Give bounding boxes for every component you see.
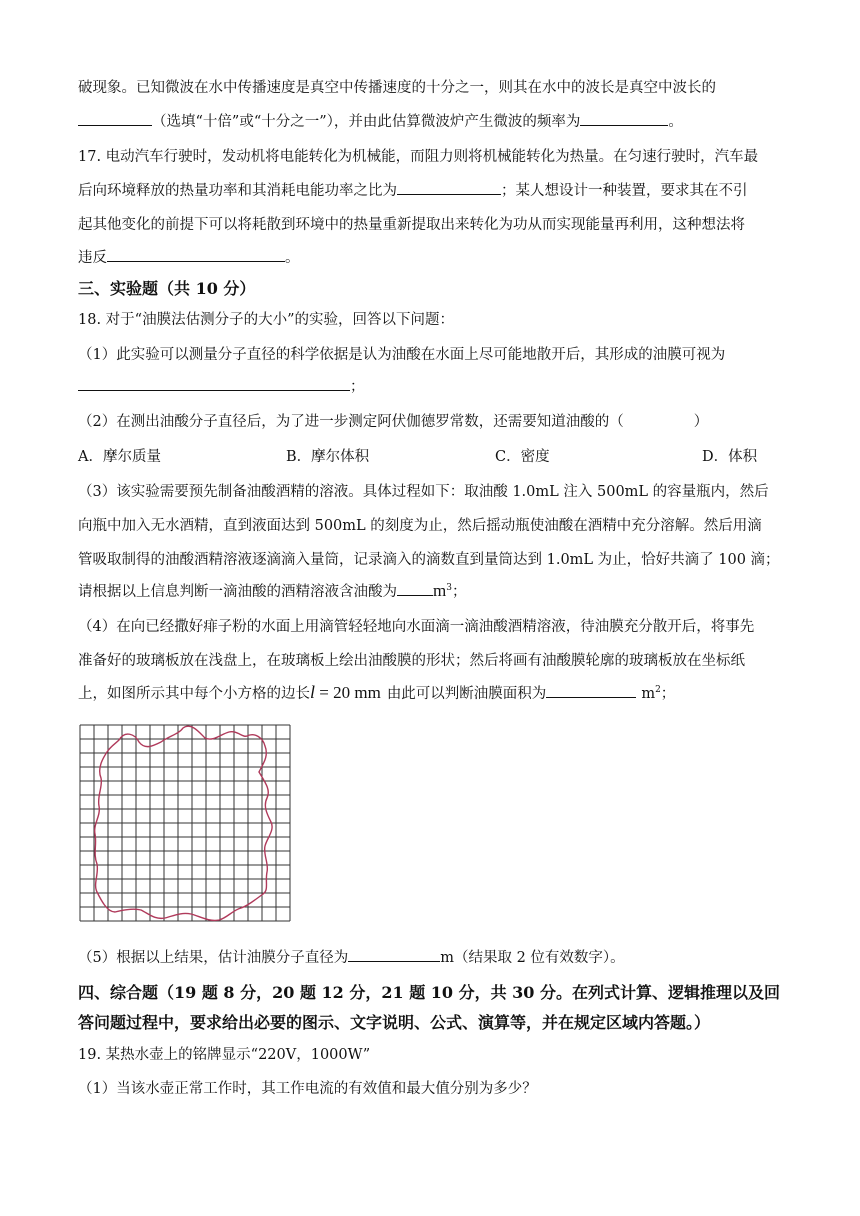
text-line: （选填“十倍”或“十分之一”），并由此估算微波炉产生微波的频率为 。 bbox=[78, 110, 683, 131]
answer-blank[interactable] bbox=[107, 247, 285, 262]
answer-blank[interactable] bbox=[78, 376, 350, 391]
section-heading: 四、综合题（19 题 8 分，20 题 12 分，21 题 10 分，共 30 分。在列式计算、逻辑推理以及回 bbox=[78, 983, 781, 1002]
text-line: 上，如图所示其中每个小方格的边长l = 20 mm 由此可以判断油膜面积为 $m^2$； bbox=[78, 682, 676, 702]
sub-question-4: （4）在向已经撒好痱子粉的水面上用滴管轻轻地向水面滴一滴油酸酒精溶液，待油膜充分散开后，将事先 bbox=[78, 619, 755, 635]
question-18: 18. 对于“油膜法估测分子的大小”的实验，回答以下问题： bbox=[78, 312, 454, 328]
option-d[interactable]: D．体积 bbox=[702, 449, 758, 465]
answer-blank[interactable] bbox=[580, 111, 668, 126]
sub-question-5: （5）根据以上结果，估计油膜分子直径为 m（结果取 2 位有效数字）。 bbox=[78, 946, 625, 967]
section-heading: 三、实验题（共 10 分） bbox=[78, 279, 256, 298]
answer-blank[interactable] bbox=[546, 683, 636, 698]
text-line: 后向环境释放的热量功率和其消耗电能功率之比为 ；某人想设计一种装置，要求其在不引 bbox=[78, 179, 748, 200]
answer-blank[interactable] bbox=[78, 111, 152, 126]
answer-blank[interactable] bbox=[397, 581, 433, 596]
oil-film-grid-figure bbox=[79, 724, 291, 929]
option-b[interactable]: B．摩尔体积 bbox=[286, 449, 370, 465]
option-c[interactable]: C．密度 bbox=[495, 449, 550, 465]
text-line: 管吸取制得的油酸酒精溶液逐滴滴入量筒，记录滴入的滴数直到量筒达到 1.0mL 为止，恰好共滴了 100 滴； bbox=[78, 552, 780, 568]
text-line: 违反 。 bbox=[78, 246, 300, 267]
sub-question-1: （1）当该水壶正常工作时，其工作电流的有效值和最大值分别为多少？ bbox=[78, 1081, 537, 1097]
sub-question-1: （1）此实验可以测量分子直径的科学依据是认为油酸在水面上尽可能地散开后，其形成的油膜可视为 bbox=[78, 347, 726, 363]
option-a[interactable]: A．摩尔质量 bbox=[78, 449, 161, 465]
text-line: 向瓶中加入无水酒精，直到液面达到 500mL 的刻度为止，然后摇动瓶使油酸在酒精中充分溶解。然后用滴 bbox=[78, 518, 762, 534]
text-line: 准备好的玻璃板放在浅盘上，在玻璃板上绘出油酸膜的形状；然后将画有油酸膜轮廓的玻璃板放在坐标纸 bbox=[78, 653, 745, 669]
question-19: 19. 某热水壶上的铭牌显示“220V，1000W” bbox=[78, 1047, 371, 1063]
grid-lines bbox=[80, 725, 290, 921]
answer-blank[interactable] bbox=[348, 947, 440, 962]
text-line: 起其他变化的前提下可以将耗散到环境中的热量重新提取出来转化为功从而实现能量再利用，这种想法将 bbox=[78, 217, 745, 233]
text-line: ； bbox=[78, 375, 365, 396]
sub-question-3: （3）该实验需要预先制备油酸酒精的溶液。具体过程如下：取油酸 1.0mL 注入 500mL 的容量瓶内，然后 bbox=[78, 484, 769, 500]
section-heading-cont: 答问题过程中，要求给出必要的图示、文字说明、公式、演算等，并在规定区域内答题。） bbox=[78, 1013, 711, 1032]
question-17: 17. 电动汽车行驶时，发动机将电能转化为机械能，而阻力则将机械能转化为热量。在匀速行驶时，汽车最 bbox=[78, 149, 759, 165]
sub-question-2: （2）在测出油酸分子直径后，为了进一步测定阿伏伽德罗常数，还需要知道油酸的（ ） bbox=[78, 414, 709, 430]
text-line: 请根据以上信息判断一滴油酸的酒精溶液含油酸为 $m^3$； bbox=[78, 581, 467, 600]
text-line: 破现象。已知微波在水中传播速度是真空中传播速度的十分之一，则其在水中的波长是真空中波长的 bbox=[78, 80, 716, 96]
answer-blank[interactable] bbox=[397, 180, 501, 195]
